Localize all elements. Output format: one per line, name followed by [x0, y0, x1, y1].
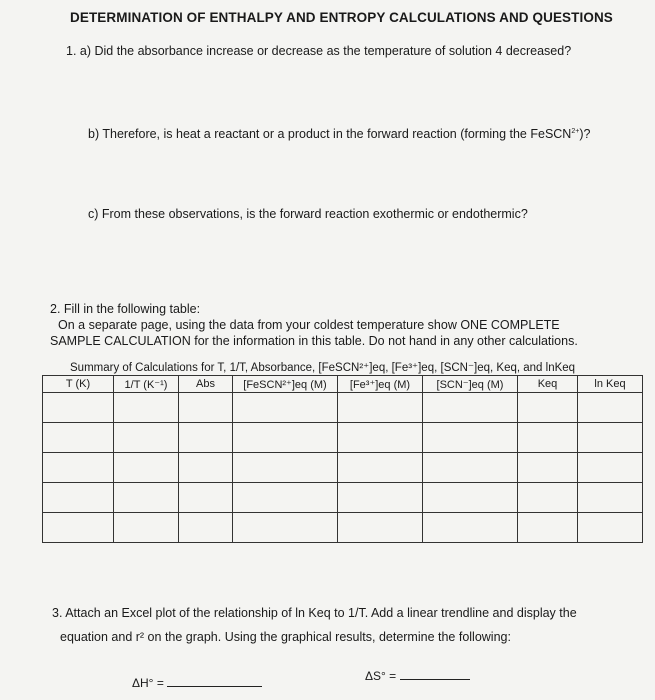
table-cell[interactable] — [43, 393, 114, 423]
table-cell[interactable] — [578, 453, 643, 483]
table-row — [43, 513, 643, 543]
col-header-scn-eq: [SCN⁻]eq (M) — [423, 376, 518, 393]
question-3-line2: equation and r² on the graph. Using the graphical results, determine the following: — [60, 630, 511, 644]
col-header-absorbance: Abs — [179, 376, 233, 393]
table-cell[interactable] — [179, 483, 233, 513]
table-row — [43, 423, 643, 453]
table-cell[interactable] — [114, 423, 179, 453]
table-cell[interactable] — [43, 483, 114, 513]
question-2-heading: 2. Fill in the following table: — [50, 302, 201, 316]
table-header-row — [43, 376, 643, 393]
table-row — [43, 453, 643, 483]
table-cell[interactable] — [518, 453, 578, 483]
table-row — [43, 483, 643, 513]
table-caption: Summary of Calculations for T, 1/T, Absorbance, [FeSCN²⁺]eq, [Fe³⁺]eq, [SCN⁻]eq, Keq, and lnKeq — [70, 362, 576, 374]
enthalpy-answer-blank[interactable] — [167, 686, 262, 687]
question-1b — [88, 127, 590, 141]
table-cell[interactable] — [518, 423, 578, 453]
table-cell[interactable] — [114, 513, 179, 543]
table-cell[interactable] — [423, 513, 518, 543]
table-cell[interactable] — [423, 423, 518, 453]
table-cell[interactable] — [338, 453, 423, 483]
question-1a: 1. a) Did the absorbance increase or decrease as the temperature of solution 4 decreased? — [66, 44, 572, 58]
question-3-line1: 3. Attach an Excel plot of the relationship of ln Keq to 1/T. Add a linear trendline and display the — [52, 606, 577, 620]
table-cell[interactable] — [338, 423, 423, 453]
table-cell[interactable] — [338, 513, 423, 543]
charge-superscript: 2+ — [571, 127, 580, 135]
enthalpy-label: ΔH° = — [132, 676, 164, 690]
col-header-inverse-temperature: 1/T (K⁻¹) — [114, 376, 179, 393]
table-cell[interactable] — [233, 483, 338, 513]
table-cell[interactable] — [233, 513, 338, 543]
table-cell[interactable] — [233, 453, 338, 483]
table-cell[interactable] — [338, 393, 423, 423]
question-1c: c) From these observations, is the forward reaction exothermic or endothermic? — [88, 207, 528, 221]
table-cell[interactable] — [179, 423, 233, 453]
col-header-temperature: T (K) — [43, 376, 114, 393]
table-cell[interactable] — [233, 393, 338, 423]
table-cell[interactable] — [423, 393, 518, 423]
entropy-answer-blank[interactable] — [400, 679, 470, 680]
table-cell[interactable] — [423, 453, 518, 483]
table-cell[interactable] — [179, 393, 233, 423]
table-cell[interactable] — [43, 423, 114, 453]
table-cell[interactable] — [578, 393, 643, 423]
enthalpy-answer — [132, 676, 262, 690]
table-cell[interactable] — [518, 393, 578, 423]
question-2-instruction-line1: On a separate page, using the data from your coldest temperature show ONE COMPLETE — [58, 318, 560, 332]
summary-table — [42, 375, 643, 543]
table-cell[interactable] — [423, 483, 518, 513]
table-cell[interactable] — [518, 483, 578, 513]
table-cell[interactable] — [578, 513, 643, 543]
table-cell[interactable] — [179, 513, 233, 543]
table-cell[interactable] — [518, 513, 578, 543]
table-cell[interactable] — [578, 483, 643, 513]
question-1b-end: )? — [579, 127, 591, 141]
table-row — [43, 393, 643, 423]
entropy-answer — [365, 669, 470, 683]
table-cell[interactable] — [578, 423, 643, 453]
question-2-instruction-line2: SAMPLE CALCULATION for the information in this table. Do not hand in any other calculations. — [50, 334, 578, 348]
entropy-label: ΔS° = — [365, 669, 397, 683]
table-cell[interactable] — [43, 513, 114, 543]
table-cell[interactable] — [114, 453, 179, 483]
col-header-fescn-eq: [FeSCN²⁺]eq (M) — [233, 376, 338, 393]
col-header-fe-eq: [Fe³⁺]eq (M) — [338, 376, 423, 393]
table-cell[interactable] — [338, 483, 423, 513]
table-cell[interactable] — [114, 483, 179, 513]
table-cell[interactable] — [233, 423, 338, 453]
question-1b-text: b) Therefore, is heat a reactant or a product in the forward reaction (forming the FeSCN — [88, 127, 572, 141]
col-header-keq: Keq — [518, 376, 578, 393]
col-header-ln-keq: ln Keq — [578, 376, 643, 393]
page-title: DETERMINATION OF ENTHALPY AND ENTROPY CALCULATIONS AND QUESTIONS — [70, 10, 613, 25]
table-cell[interactable] — [43, 453, 114, 483]
table-cell[interactable] — [179, 453, 233, 483]
table-cell[interactable] — [114, 393, 179, 423]
